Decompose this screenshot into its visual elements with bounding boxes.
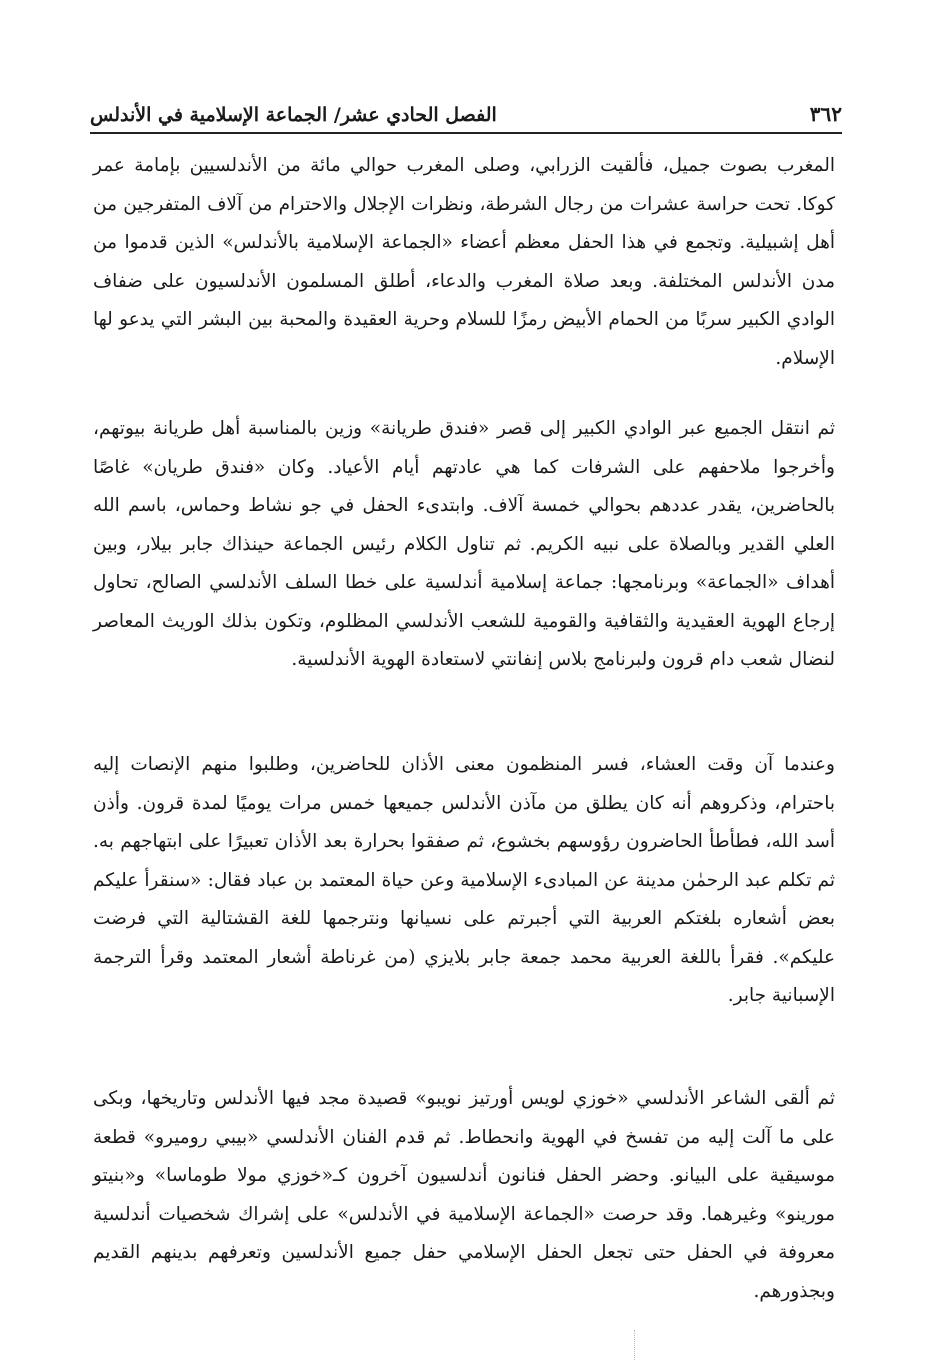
chapter-title: الفصل الحادي عشر/ الجماعة الإسلامية في الأندلس [90, 104, 497, 126]
paragraph-1 [93, 147, 835, 378]
header-divider [90, 132, 842, 134]
paragraph-3 [93, 746, 835, 1016]
paragraph-text: وعندما آن وقت العشاء، فسر المنظمون معنى الأذان للحاضرين، وطلبوا منهم الإنصات إليه باحترام، وذكروهم أنه كان يطلق من مآذن الأندلس جميعها خمس مرات يوميًا لمدة قرون. وأذن أسد الله، فطأطأ الحاضرون رؤوسهم بخشوع، ثم صفقوا بحرارة بعد الأذان تعبيرًا على ابتهاجهم به. ثم تكلم عبد الرحمٰن مدينة عن المبادىء الإسلامية وعن حياة المعتمد بن عباد فقال: «سنقرأ عليكم بعض أشعاره بلغتكم العربية التي أجبرتم على نسيانها ونترجمها للغة القشتالية التي فرضت عليكم». فقرأ باللغة العربية محمد جمعة جابر بلايزي (من غرناطة أشعار المعتمد وقرأ الترجمة الإسبانية جابر. [93, 754, 835, 1006]
paragraph-4 [93, 1080, 835, 1311]
paragraph-text: ثم انتقل الجميع عبر الوادي الكبير إلى قصر «فندق طريانة» وزين بالمناسبة أهل طريانة بيوتهم، وأخرجوا ملاحفهم على الشرفات كما هي عادتهم أيام الأعياد. وكان «فندق طريان» غاصًا بالحاضرين، يقدر عددهم بحوالي خمسة آلاف. وابتدىء الحفل في جو نشاط وحماس، باسم الله العلي القدير وبالصلاة على نبيه الكريم. ثم تناول الكلام رئيس الجماعة حينذاك جابر بيلار، وبين أهداف «الجماعة» وبرنامجها: جماعة إسلامية أندلسية على خطا السلف الأندلسي الصالح، تحاول إرجاع الهوية العقيدية والثقافية والقومية للشعب الأندلسي المظلوم، وتكون بذلك الوريث المعاصر لنضال شعب دام قرون ولبرنامج بلاس إنفانتي لاستعادة الهوية الأندلسية. [93, 418, 835, 670]
paragraph-text: المغرب بصوت جميل، فألقيت الزرابي، وصلى المغرب حوالي مائة من الأندلسيين بإمامة عمر كوكا. تحت حراسة عشرات من رجال الشرطة، ونظرات الإجلال والاحترام من آلاف المتفرجين من أهل إشبيلية. وتجمع في هذا الحفل معظم أعضاء «الجماعة الإسلامية بالأندلس» الذين قدموا من مدن الأندلس المختلفة. وبعد صلاة المغرب والدعاء، أطلق المسلمون الأندلسيون على ضفاف الوادي الكبير سربًا من الحمام الأبيض رمزًا للسلام وحرية العقيدة والمحبة بين البشر التي يدعو لها الإسلام. [93, 155, 835, 369]
paragraph-2 [93, 410, 835, 680]
page-number: ٣٦٢ [809, 102, 842, 126]
paragraph-text: ثم ألقى الشاعر الأندلسي «خوزي لويس أورتيز نويبو» قصيدة مجد فيها الأندلس وتاريخها، وبكى على ما آلت إليه من تفسخ في الهوية وانحطاط. ثم قدم الفنان الأندلسي «بيبي روميرو» قطعة موسيقية على البيانو. وحضر الحفل فنانون أندلسيون آخرون كـ«خوزي مولا طوماسا» و«بنيتو مورينو» وغيرهما. وقد حرصت «الجماعة الإسلامية في الأندلس» على إشراك شخصيات أندلسية معروفة في الحفل حتى تجعل الحفل الإسلامي حفل جميع الأندلسين وتعرفهم بدينهم القديم وبجذورهم. [93, 1088, 835, 1302]
running-header [90, 86, 842, 126]
scan-mark [634, 1330, 636, 1360]
